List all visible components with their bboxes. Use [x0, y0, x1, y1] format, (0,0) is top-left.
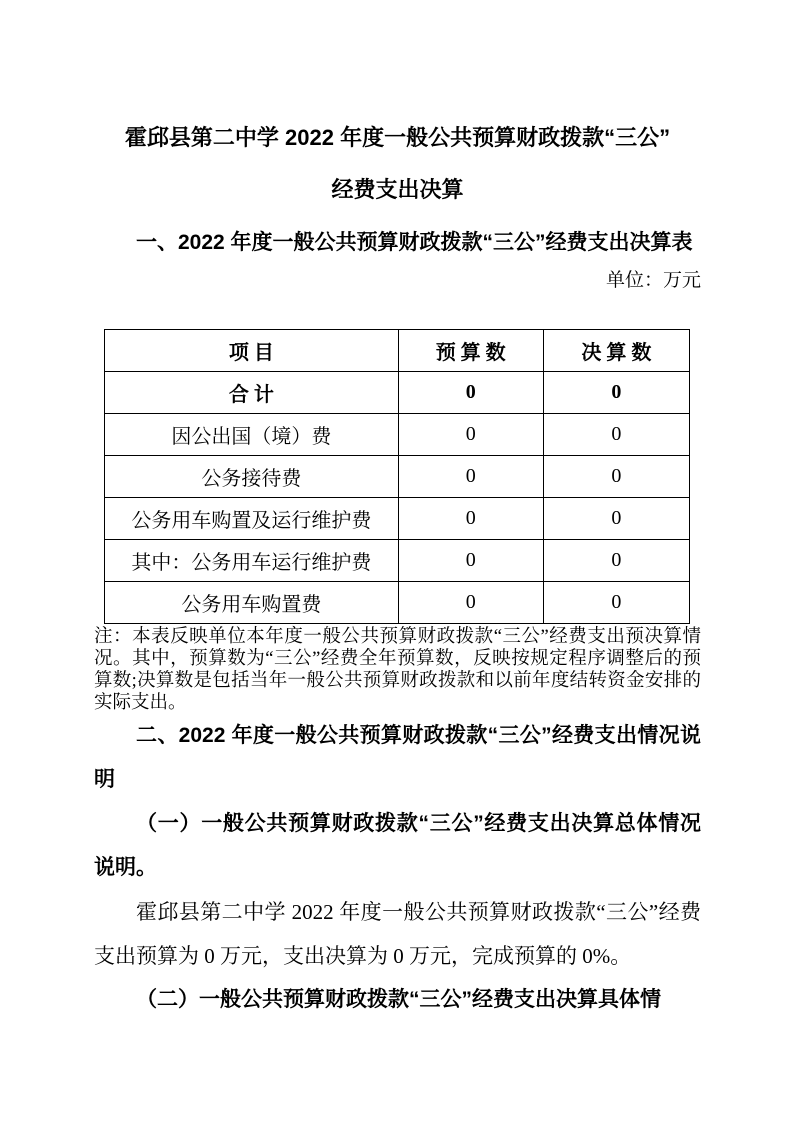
table-note: 注：本表反映单位本年度一般公共预算财政拨款“三公”经费支出预决算情况。其中，预算数为“三公”经费全年预算数，反映按规定程序调整后的预算数;决算数是包括当年一般公共预算财政拨款和以前年度结转资金安排的实际支出。: [94, 627, 701, 713]
section2-sub1-heading: （一）一般公共预算财政拨款“三公”经费支出决算总体情况说明。: [94, 812, 701, 879]
budget-cell: 0: [398, 414, 543, 456]
table-header-row: [105, 330, 690, 372]
final-cell: 0: [543, 540, 689, 582]
budget-cell: 0: [398, 498, 543, 540]
page-title: [94, 112, 701, 216]
budget-cell: 0: [398, 582, 543, 624]
table-row: [105, 498, 690, 540]
budget-cell: 0: [398, 372, 543, 414]
section2: [94, 714, 701, 1022]
final-cell: 0: [543, 498, 689, 540]
three-public-expense-table: [104, 329, 690, 624]
section2-heading: 二、2022 年度一般公共预算财政拨款“三公”经费支出情况说明: [94, 724, 701, 791]
page-title-line-2: 经费支出决算: [331, 177, 464, 202]
table-row: [105, 456, 690, 498]
item-cell: 公务接待费: [105, 456, 399, 498]
column-header-budget: 预 算 数: [398, 330, 543, 372]
unit-label: 单位：万元: [605, 270, 701, 291]
final-cell: 0: [543, 372, 689, 414]
section1-heading: 一、2022 年度一般公共预算财政拨款“三公”经费支出决算表: [136, 231, 693, 254]
section2-paragraph-1: 霍邱县第二中学 2022 年度一般公共预算财政拨款“三公”经费支出预算为 0 万元，支出决算为 0 万元，完成预算的 0%。: [94, 900, 701, 968]
column-header-final: 决 算 数: [543, 330, 689, 372]
budget-cell: 0: [398, 456, 543, 498]
final-cell: 0: [543, 414, 689, 456]
item-cell: 公务用车购置及运行维护费: [105, 498, 399, 540]
table-row-total: [105, 372, 690, 414]
section2-sub2-heading: （二）一般公共预算财政拨款“三公”经费支出决算具体情: [136, 988, 661, 1011]
final-cell: 0: [543, 582, 689, 624]
table-row: [105, 414, 690, 456]
item-cell: 因公出国（境）费: [105, 414, 399, 456]
item-cell: 合 计: [105, 372, 399, 414]
item-cell: 公务用车购置费: [105, 582, 399, 624]
table-row: [105, 582, 690, 624]
final-cell: 0: [543, 456, 689, 498]
item-cell: 其中：公务用车运行维护费: [105, 540, 399, 582]
table-row: [105, 540, 690, 582]
budget-cell: 0: [398, 540, 543, 582]
page-title-line-1: 霍邱县第二中学 2022 年度一般公共预算财政拨款“三公”: [124, 125, 671, 150]
column-header-item: 项 目: [105, 330, 399, 372]
